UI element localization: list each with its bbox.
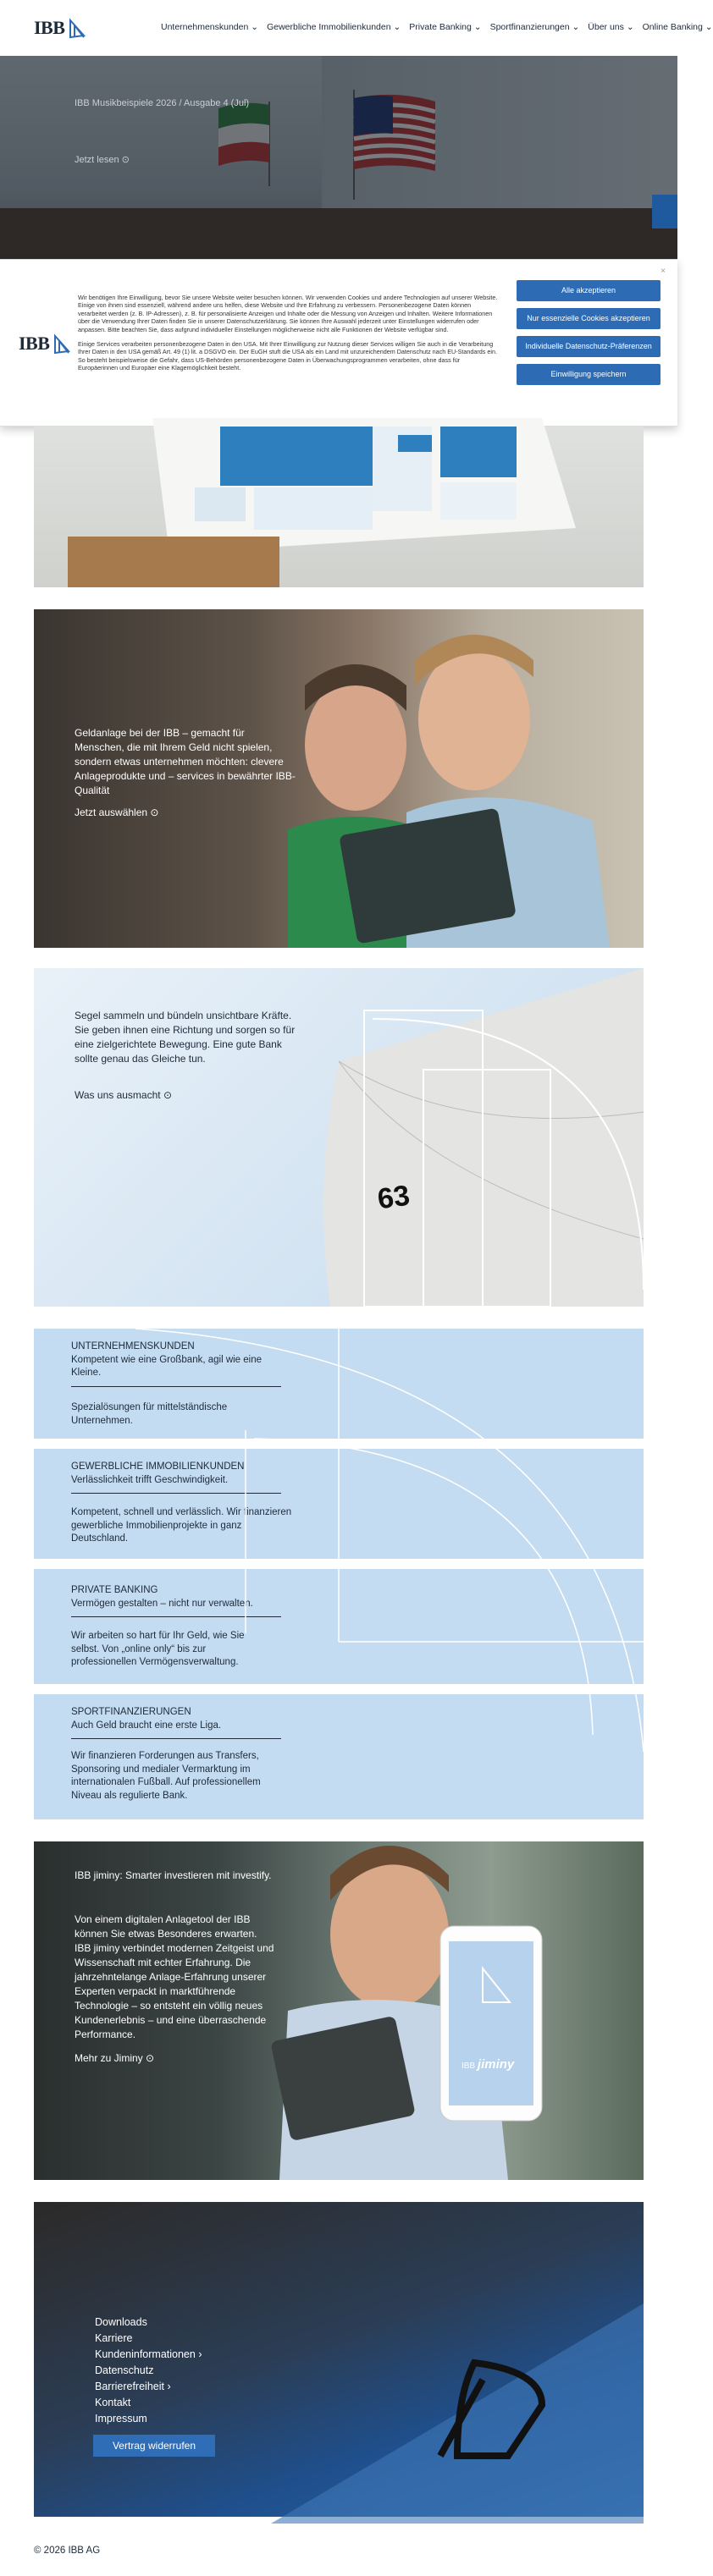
chevron-down-icon: ⌄ [473,22,482,32]
cookie-logo [19,333,71,355]
nav-item-immobilienkunden[interactable]: Gewerbliche Immobilienkunden ⌄ [267,22,401,32]
card-body: Wir arbeiten so hart für Ihr Geld, wie Sie selbst. Von „online only“ bis zur professionellen Vermögensverwaltung. [71,1631,245,1667]
card-title: UNTERNEHMENSKUNDEN [71,1341,195,1351]
main-menu [161,22,713,32]
footer-link-kundeninformationen[interactable]: Kundeninformationen › [95,2348,202,2360]
individual-preferences-button[interactable]: Individuelle Datenschutz-Präferenzen [517,336,660,357]
hero-link[interactable]: Jetzt lesen ⊙ [75,155,130,165]
jiminy-body: Von einem digitalen Anlagetool der IBB können Sie etwas Besonderes erwarten. IBB jiminy verbindet modernen Zeitgeist und Wissenschaft mit echter Erfahrung. Die jahrzehntelange Anlage-Erfahrung unserer Experten verpackt in marktführende Technologie – so entsteht ein völlig neues Kundenerlebnis – und eine überraschende Performance. [75,1913,274,2040]
segel-teaser [34,968,644,1307]
card-title: GEWERBLICHE IMMOBILIENKUNDEN [71,1461,245,1472]
arrow-circle-icon: ⊙ [163,1089,173,1101]
footer-link-karriere[interactable]: Karriere [95,2332,133,2344]
brochure-illustration [34,427,644,587]
footer-link-barrierefreiheit[interactable]: Barrierefreiheit › [95,2381,171,2392]
card-body: Kompetent, schnell und verlässlich. Wir finanzieren gewerbliche Immobilienprojekte in ganz Deutschland. [71,1507,292,1544]
geldanlage-text: Geldanlage bei der IBB – gemacht für Menschen, die mit Ihrem Geld nicht spielen, sondern etwas unternehmen möchten: clevere Anlageprodukte und – services in bewährter IBB-Qualität [75,727,296,796]
decorative-sail-lines [0,1329,677,1819]
footer-link-impressum[interactable]: Impressum [95,2413,147,2425]
chevron-down-icon: ⌄ [572,22,580,32]
save-consent-button[interactable]: Einwilligung speichern [517,364,660,385]
phone-product: jiminy [477,2057,515,2072]
nav-item-online-banking[interactable]: Online Banking ⌄ [642,22,713,32]
nav-item-ueber-uns[interactable]: Über uns ⌄ [588,22,634,32]
card-title: SPORTFINANZIERUNGEN [71,1707,191,1717]
logo-text: IBB [19,333,50,354]
card-title: PRIVATE BANKING [71,1585,158,1595]
chevron-right-icon: › [167,2381,171,2392]
card-subtitle: Kompetent wie eine Großbank, agil wie eine Kleine. [71,1355,263,1378]
sail-logo-icon [53,333,71,355]
cookie-paragraph-usa: Einige Services verarbeiten personenbezogene Daten in den USA. Mit Ihrer Einwilligung zur Nutzung dieser Services willigen Sie auch in die Verarbeitung Ihrer Daten in den USA gemäß Art. 49 (1) lit. a DSGVO ein. Der EuGH stuft die USA als ein Land mit unzureichendem Datenschutz nach EU-Standards ein. So besteht beispielsweise die Gefahr, dass US-Behörden personenbezogene Daten in Überwachungsprogrammen verarbeiten, ohne dass für Europäerinnen und Europäer eine Klagemöglichkeit besteht. [78,340,497,372]
footer-link-datenschutz[interactable]: Datenschutz [95,2364,154,2376]
phone-app-label [462,2057,514,2072]
cookie-buttons [517,280,660,385]
accept-all-button[interactable]: Alle akzeptieren [517,280,660,301]
nav-item-private-banking[interactable]: Private Banking ⌄ [409,22,482,32]
contract-cancel-button[interactable]: Vertrag widerrufen [93,2435,215,2457]
chevron-down-icon: ⌄ [626,22,634,32]
geldanlage-teaser [34,609,644,948]
chevron-down-icon: ⌄ [251,22,259,32]
arrow-circle-icon: ⊙ [150,806,159,818]
chevron-right-icon: › [198,2348,202,2360]
card-body: Spezialösungen für mittelständische Unternehmen. [71,1402,228,1426]
hero-title: IBB Musikbeispiele 2026 / Ausgabe 4 (Jul) [75,98,250,108]
ibb-logo[interactable] [34,17,86,39]
arrow-circle-icon: ⊙ [121,155,130,165]
brochure-image [34,427,644,587]
copyright-text: © 2026 IBB AG [34,2546,101,2556]
chevron-down-icon: ⌄ [393,22,401,32]
nav-item-unternehmenskunden[interactable]: Unternehmenskunden ⌄ [161,22,259,32]
sail-number: 63 [375,1179,412,1216]
segel-text: Segel sammeln und bündeln unsichtbare Kräfte. Sie geben ihnen eine Richtung und sorgen so für eine zielgerichtete Bewegung. Eine gute Bank sollte genau das Gleiche tun. [75,1010,296,1065]
cookie-consent-banner [0,259,677,427]
footer-link-kontakt[interactable]: Kontakt [95,2397,131,2408]
segel-link[interactable]: Was uns ausmacht ⊙ [75,1089,173,1101]
jiminy-title: IBB jiminy: Smarter investieren mit investify. [75,1869,272,1881]
jiminy-link[interactable]: Mehr zu Jiminy ⊙ [75,2052,155,2064]
nav-item-sportfinanzierungen[interactable]: Sportfinanzierungen ⌄ [489,22,580,32]
chevron-down-icon: ⌄ [705,22,713,32]
card-subtitle: Verlässlichkeit trifft Geschwindigkeit. [71,1475,229,1485]
card-body: Wir finanzieren Forderungen aus Transfers, Sponsoring und medialer Vermarktung im internationalen Fußball. Auf professionellem Niveau als regulierte Bank. [71,1751,261,1801]
close-icon[interactable]: × [660,267,666,276]
arrow-circle-icon: ⊙ [146,2052,155,2064]
card-subtitle: Auch Geld braucht eine erste Liga. [71,1720,222,1731]
footer-link-downloads[interactable]: Downloads [95,2316,147,2328]
phone-brand: IBB [462,2061,476,2071]
side-contact-button[interactable] [652,195,677,228]
footer-links [95,2315,202,2427]
top-navigation [0,0,713,56]
logo-text: IBB [34,17,65,38]
jiminy-teaser [34,1841,644,2180]
cookie-text [78,294,501,379]
geldanlage-link[interactable]: Jetzt auswählen ⊙ [75,806,159,818]
sail-logo-icon [68,17,86,39]
accept-essential-button[interactable]: Nur essenzielle Cookies akzeptieren [517,308,660,329]
cookie-paragraph-consent: Wir benötigen Ihre Einwilligung, bevor Sie unsere Website weiter besuchen können. Wir verwenden Cookies und andere Technologien auf unserer Website. Einige von ihnen sind essenziell, während andere uns helfen, diese Website und Ihre Erfahrung zu verbessern. Personenbezogene Daten können verarbeitet werden (z. B. IP-Adressen), z. B. für personalisierte Anzeigen und Inhalte oder die Messung von Anzeigen und Inhalten. Weitere Informationen über die Verwendung Ihrer Daten finden Sie in unserer Datenschutzerklärung. Sie können Ihre Auswahl jederzeit unter Einstellungen widerrufen oder anpassen. Bitte beachten Sie, dass aufgrund individueller Einstellungen möglicherweise nicht alle Funktionen der Website verfügbar sind. [78,294,498,333]
card-subtitle: Vermögen gestalten – nicht nur verwalten. [71,1599,253,1609]
